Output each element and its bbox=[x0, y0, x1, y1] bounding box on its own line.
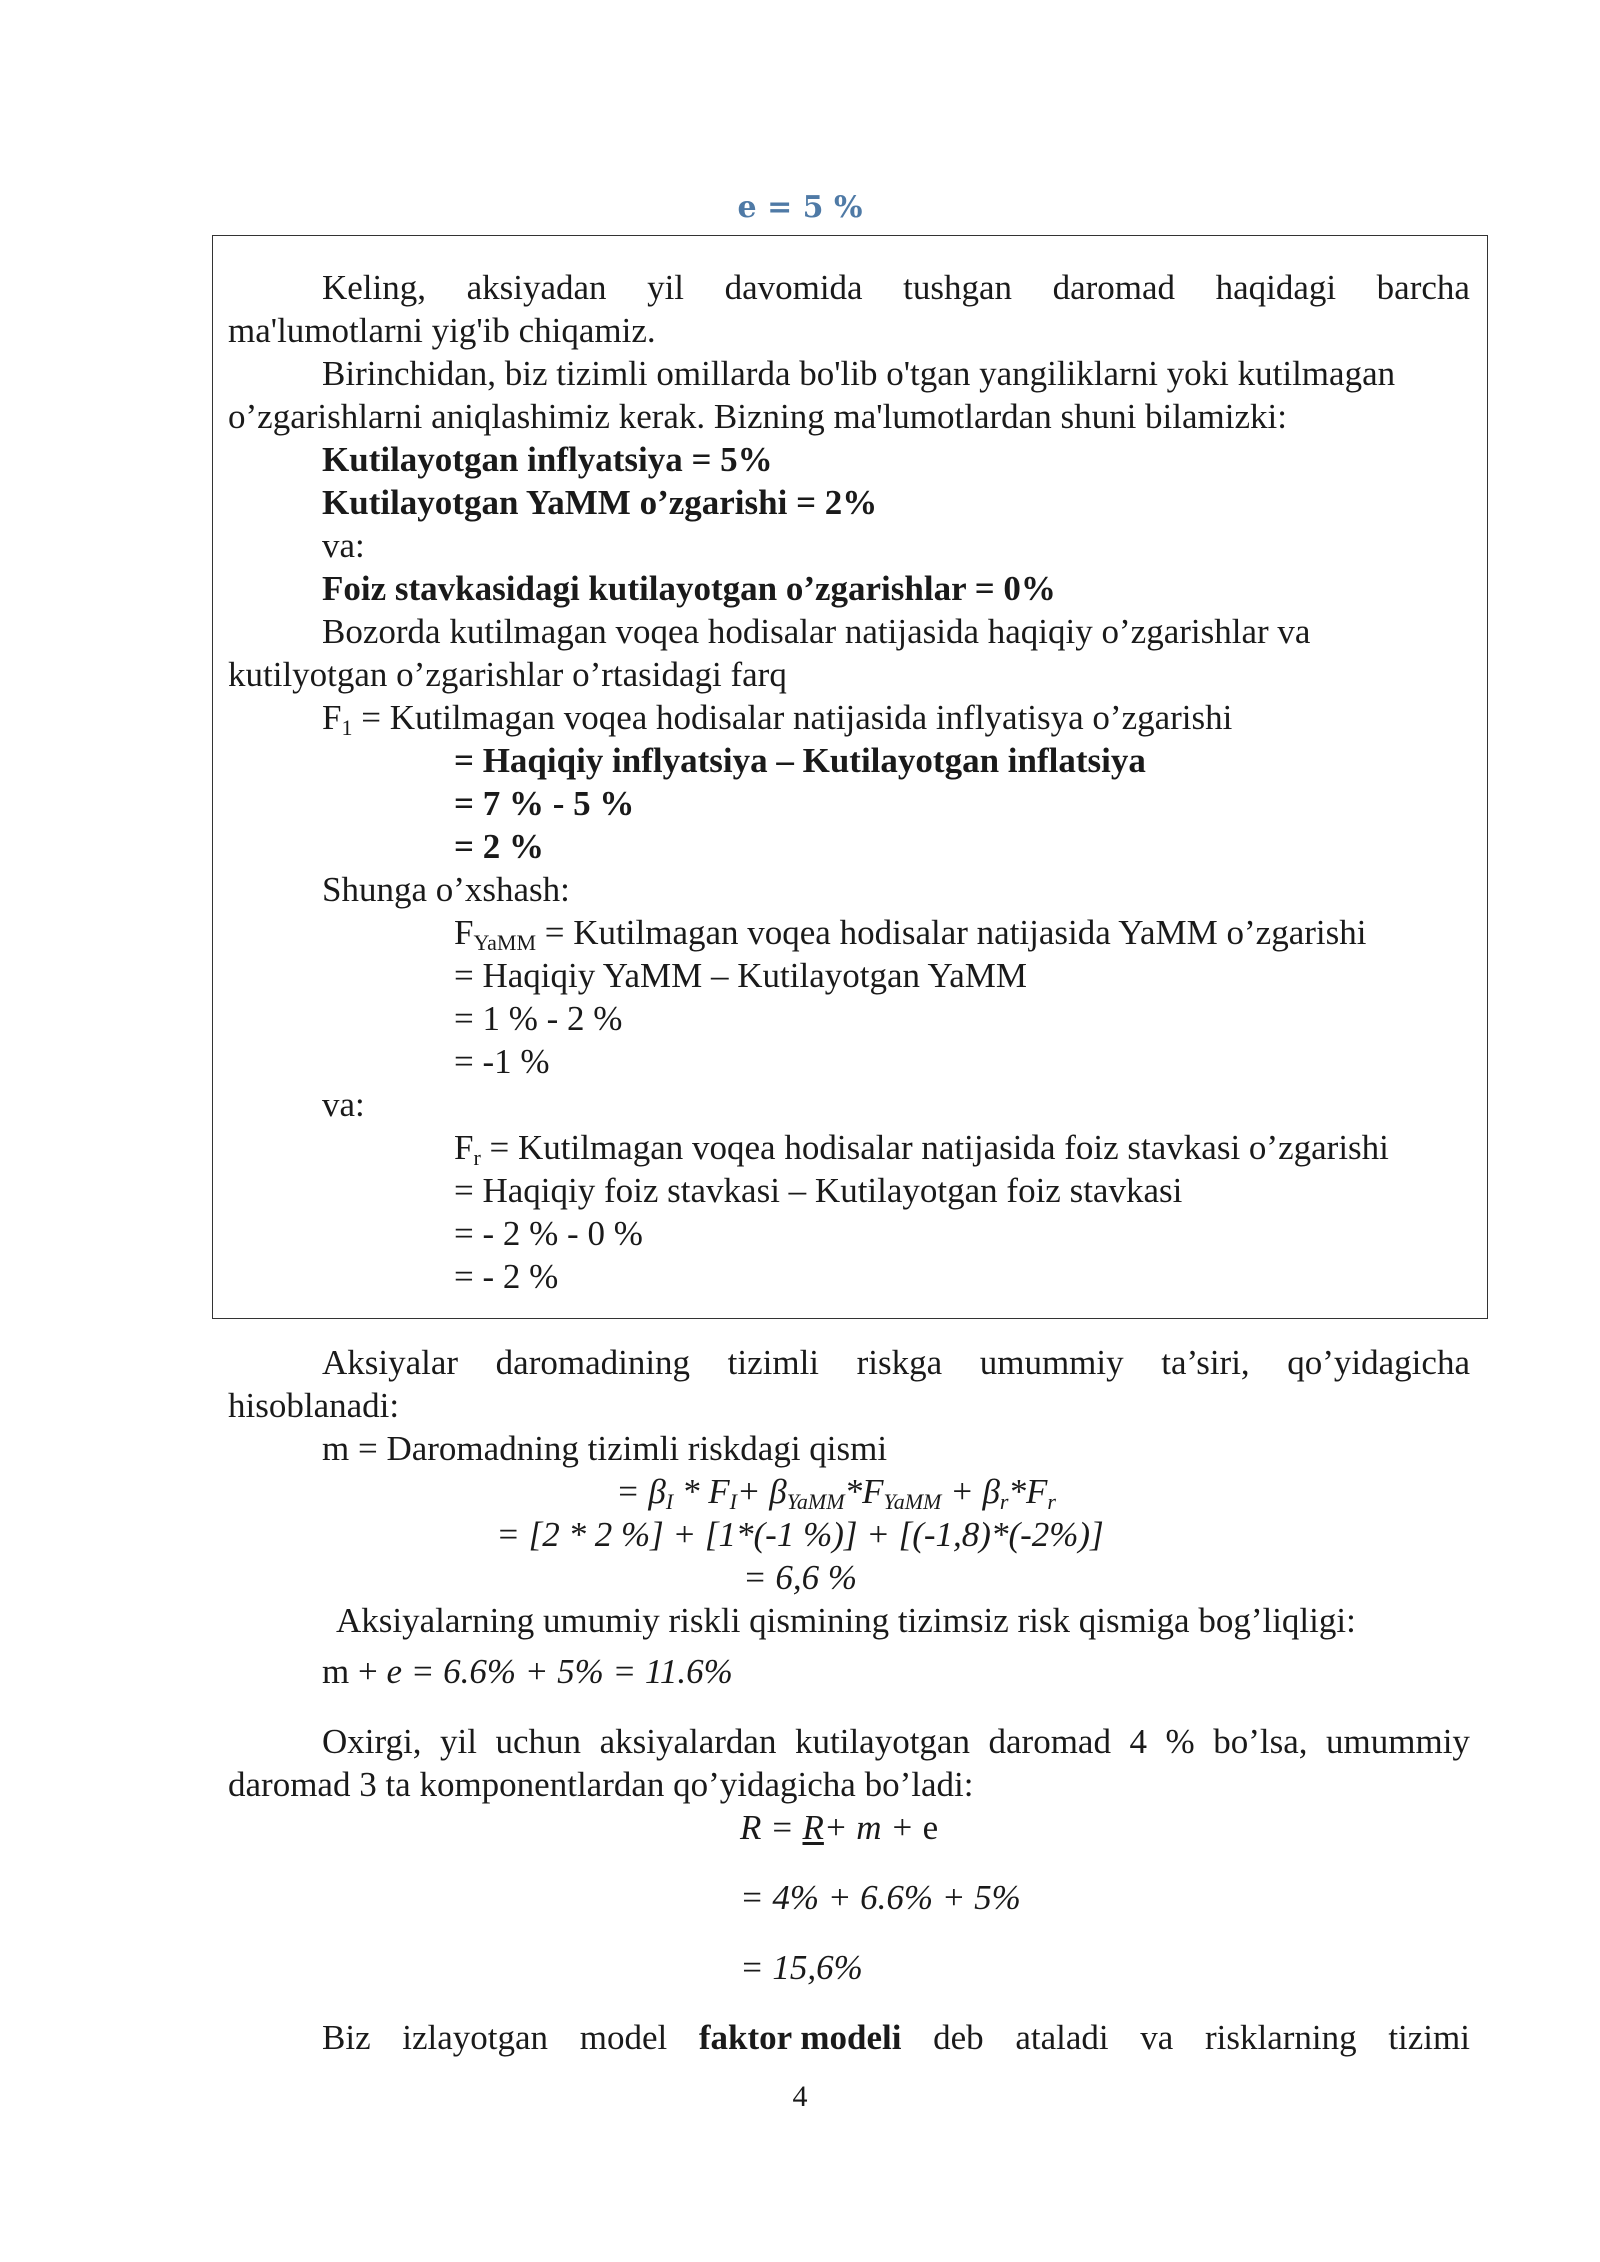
m-definition: m = Daromadning tizimli riskdagi qismi bbox=[322, 1429, 888, 1468]
return-equation-1: R = R+ m + e bbox=[740, 1808, 939, 1847]
return-equation-3: = 15,6% bbox=[740, 1948, 863, 1987]
inflation-surprise-step-3: = 2 % bbox=[454, 827, 544, 866]
gdp-surprise-definition: $F_{YaMM}$ = Kutilmagan voqea hodisalar natijasida YaMM o’zgarishi bbox=[454, 913, 1367, 955]
factor-model-term: faktor modeli bbox=[698, 2018, 902, 2057]
body-paragraph-4-line-1: Aksiyalar daromadining tizimli riskga umummiy ta’siri, qo’yidagicha bbox=[322, 1343, 1470, 1382]
box-paragraph-3-line-1: Bozorda kutilmagan voqea hodisalar natijasida haqiqiy o’zgarishlar va bbox=[322, 612, 1311, 651]
box-paragraph-1-line-2: ma'lumotlarni yig'ib chiqamiz. bbox=[228, 311, 656, 350]
rate-surprise-step-1: = Haqiqiy foiz stavkasi – Kutilayotgan foiz stavkasi bbox=[454, 1171, 1183, 1210]
return-equation-2: = 4% + 6.6% + 5% bbox=[740, 1878, 1021, 1917]
gdp-surprise-step-1: = Haqiqiy YaMM – Kutilayotgan YaMM bbox=[454, 956, 1027, 995]
relation-sentence: Aksiyalarning umumiy riskli qismining tizimsiz risk qismiga bog’liqligi: bbox=[336, 1601, 1356, 1640]
similarly-label: Shunga o’xshash: bbox=[322, 870, 570, 909]
box-paragraph-2-line-2: o’zgarishlarni aniqlashimiz kerak. Bizning ma'lumotlardan shuni bilamizki: bbox=[228, 397, 1287, 436]
va-label-2: va: bbox=[322, 1085, 365, 1124]
expected-gdp-change: Kutilayotgan YaMM o’zgarishi = 2% bbox=[322, 483, 878, 522]
page-number: 4 bbox=[792, 2080, 808, 2113]
gdp-surprise-step-2: = 1 % - 2 % bbox=[454, 999, 623, 1038]
rate-surprise-step-2: = - 2 % - 0 % bbox=[454, 1214, 643, 1253]
inflation-surprise-definition: $F_1$ = Kutilmagan voqea hodisalar natijasida inflyatisya o’zgarishi bbox=[322, 698, 1233, 740]
sum-equation: m + e = 6.6% + 5% = 11.6% bbox=[322, 1652, 733, 1691]
expected-inflation: Kutilayotgan inflyatsiya = 5% bbox=[322, 440, 773, 479]
m-equation-2: = [2 * 2 %] + [1*(-1 %)] + [(-1,8)*(-2%)] bbox=[496, 1515, 1104, 1554]
va-label-1: va: bbox=[322, 526, 365, 565]
body-paragraph-6-line-1: Biz izlayotgan model faktor modeli deb ataladi va risklarning tizimi bbox=[322, 2018, 1470, 2057]
box-paragraph-1-line-1: Keling, aksiyadan yil davomida tushgan daromad haqidagi barcha bbox=[322, 268, 1470, 307]
m-equation-1: = $\beta_I * F_I+ \beta_{YaMM}*F_{YaMM} + \beta_r*F_r$ bbox=[616, 1472, 1056, 1514]
m-equation-3: = 6,6 % bbox=[742, 1558, 858, 1597]
body-paragraph-5-line-2: daromad 3 ta komponentlardan qo’yidagicha bo’ladi: bbox=[228, 1765, 974, 1804]
rate-surprise-step-3: = - 2 % bbox=[454, 1257, 559, 1296]
box-paragraph-3-line-2: kutilyotgan o’zgarishlar o’rtasidagi farq bbox=[228, 655, 787, 694]
body-paragraph-4-line-2: hisoblanadi: bbox=[228, 1386, 400, 1425]
body-paragraph-5-line-1: Oxirgi, yil uchun aksiyalardan kutilayotgan daromad 4 % bo’lsa, umummiy bbox=[322, 1722, 1470, 1761]
header-formula: e = 5 % bbox=[737, 190, 863, 225]
box-paragraph-2-line-1: Birinchidan, biz tizimli omillarda bo'lib o'tgan yangiliklarni yoki kutilmagan bbox=[322, 354, 1396, 393]
rate-surprise-definition: $F_r$ = Kutilmagan voqea hodisalar natijasida foiz stavkasi o’zgarishi bbox=[454, 1128, 1389, 1170]
inflation-surprise-step-2: = 7 % - 5 % bbox=[454, 784, 635, 823]
inflation-surprise-step-1: = Haqiqiy inflyatsiya – Kutilayotgan inflatsiya bbox=[454, 741, 1146, 780]
expected-rate-change: Foiz stavkasidagi kutilayotgan o’zgarishlar = 0% bbox=[322, 569, 1056, 608]
gdp-surprise-step-3: = -1 % bbox=[454, 1042, 550, 1081]
